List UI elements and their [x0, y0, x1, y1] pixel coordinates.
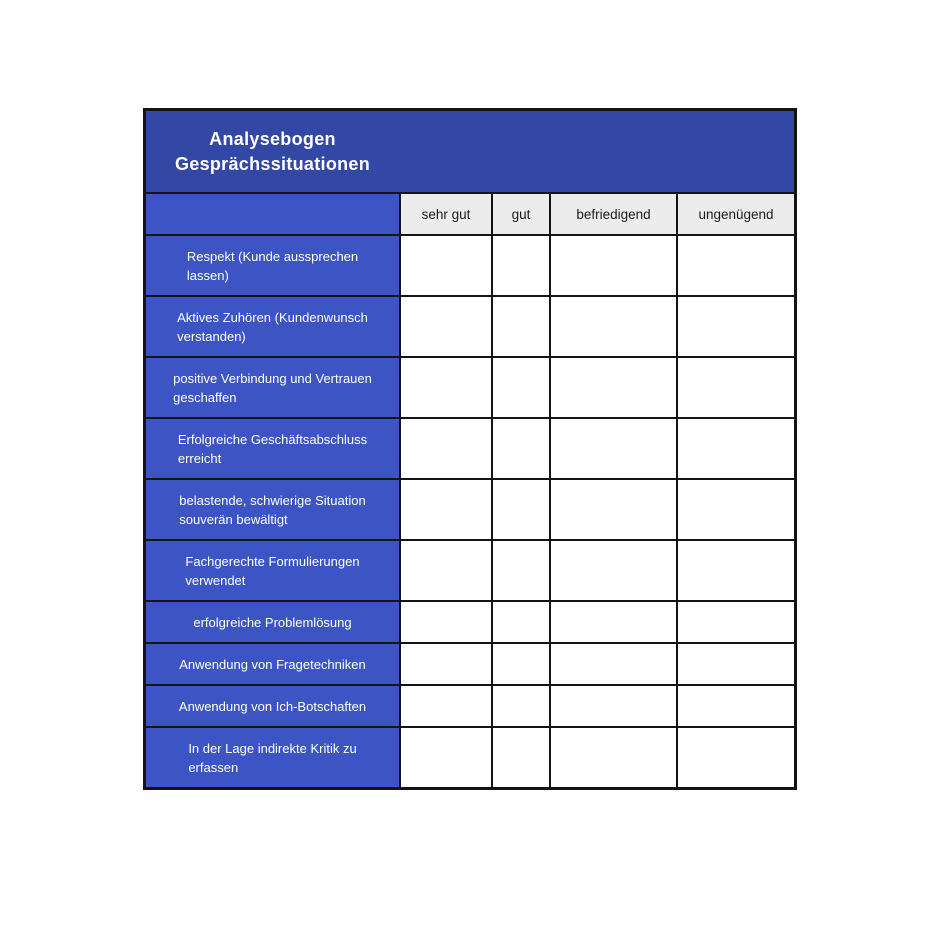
- worksheet-table: [143, 108, 797, 790]
- row-label: [173, 369, 372, 407]
- row-label-cell: [146, 419, 399, 478]
- rating-cell[interactable]: [493, 541, 549, 600]
- column-header-ungenuegend: ungenügend: [678, 194, 794, 234]
- rating-cell[interactable]: [678, 419, 794, 478]
- table-row: [146, 728, 794, 787]
- rating-cell[interactable]: [678, 541, 794, 600]
- rating-cell[interactable]: [551, 644, 676, 684]
- rating-cell[interactable]: [551, 541, 676, 600]
- rating-cell[interactable]: [493, 644, 549, 684]
- rating-cell[interactable]: [551, 419, 676, 478]
- rating-cell[interactable]: [401, 541, 491, 600]
- table-row: [146, 236, 794, 295]
- column-header-gut: gut: [493, 194, 549, 234]
- rating-cell[interactable]: [678, 358, 794, 417]
- row-label-line: souverän bewältigt: [179, 511, 288, 527]
- rating-cell[interactable]: [493, 602, 549, 642]
- row-label-line: Erfolgreiche Geschäftsabschluss: [177, 431, 368, 447]
- row-label-cell: [146, 541, 399, 600]
- row-label-cell: [146, 602, 399, 642]
- rating-cell[interactable]: [678, 686, 794, 726]
- rating-cell[interactable]: [493, 236, 549, 295]
- row-label: [179, 697, 366, 716]
- rating-cell[interactable]: [551, 602, 676, 642]
- row-label: [179, 491, 365, 529]
- rating-cell[interactable]: [493, 419, 549, 478]
- page-title-line-1: Analysebogen: [209, 128, 336, 149]
- row-label-cell: [146, 358, 399, 417]
- table-row: [146, 480, 794, 539]
- rating-cell[interactable]: [678, 728, 794, 787]
- rating-cell[interactable]: [493, 728, 549, 787]
- table-row: [146, 358, 794, 417]
- rating-cell[interactable]: [551, 480, 676, 539]
- rating-cell[interactable]: [401, 480, 491, 539]
- rating-cell[interactable]: [678, 602, 794, 642]
- row-label-line: Anwendung von Fragetechniken: [179, 656, 366, 672]
- table-row: [146, 419, 794, 478]
- rating-cell[interactable]: [401, 419, 491, 478]
- row-label-line: Aktives Zuhören (Kundenwunsch: [177, 309, 368, 325]
- column-header-sehr-gut: sehr gut: [401, 194, 491, 234]
- rating-cell[interactable]: [493, 358, 549, 417]
- row-label: [188, 739, 356, 777]
- row-label: [179, 655, 365, 674]
- rating-cell[interactable]: [493, 297, 549, 356]
- rating-cell[interactable]: [401, 602, 491, 642]
- page-title-line-2: Gesprächssituationen: [174, 153, 371, 174]
- row-label: [178, 430, 367, 468]
- rating-cell[interactable]: [493, 686, 549, 726]
- row-label-cell: [146, 480, 399, 539]
- row-label-line: lassen): [186, 267, 229, 283]
- row-label-cell: [146, 297, 399, 356]
- table-row: [146, 297, 794, 356]
- rating-cell[interactable]: [551, 728, 676, 787]
- row-label-cell: [146, 236, 399, 295]
- row-label-line: belastende, schwierige Situation: [179, 492, 366, 508]
- rating-cell[interactable]: [493, 480, 549, 539]
- rating-cell[interactable]: [401, 728, 491, 787]
- row-label-line: positive Verbindung und Vertrauen: [173, 370, 372, 386]
- row-label-line: geschaffen: [173, 389, 237, 405]
- rating-cell[interactable]: [401, 236, 491, 295]
- page-title: [146, 127, 399, 177]
- table-row: [146, 686, 794, 726]
- row-label-line: erreicht: [177, 450, 222, 466]
- row-label-line: erfassen: [188, 759, 239, 775]
- rating-cell[interactable]: [401, 644, 491, 684]
- rating-cell[interactable]: [678, 236, 794, 295]
- row-label-cell: [146, 644, 399, 684]
- table-row: [146, 541, 794, 600]
- rating-cell[interactable]: [678, 644, 794, 684]
- rating-cell[interactable]: [678, 297, 794, 356]
- row-label: [177, 308, 368, 346]
- column-header-befriedigend: befriedigend: [551, 194, 676, 234]
- row-label-line: Fachgerechte Formulierungen: [185, 553, 360, 569]
- rating-cell[interactable]: [551, 297, 676, 356]
- row-label-cell: [146, 686, 399, 726]
- row-label-line: Respekt (Kunde aussprechen: [186, 248, 359, 264]
- title-band: [146, 111, 794, 192]
- table-row: [146, 644, 794, 684]
- rating-cell[interactable]: [401, 297, 491, 356]
- rating-cell[interactable]: [401, 358, 491, 417]
- row-label-line: Anwendung von Ich-Botschaften: [178, 698, 367, 714]
- row-label: [187, 247, 358, 285]
- row-label-line: erfolgreiche Problemlösung: [193, 614, 352, 630]
- rating-cell[interactable]: [551, 686, 676, 726]
- rating-cell[interactable]: [551, 358, 676, 417]
- table-row: [146, 602, 794, 642]
- row-label-line: verwendet: [185, 572, 246, 588]
- rating-cell[interactable]: [678, 480, 794, 539]
- rating-cell[interactable]: [551, 236, 676, 295]
- rating-cell[interactable]: [401, 686, 491, 726]
- row-label-line: verstanden): [177, 328, 246, 344]
- rating-header-row: [146, 194, 794, 234]
- row-label-line: In der Lage indirekte Kritik zu: [188, 740, 357, 756]
- row-label-cell: [146, 728, 399, 787]
- row-label: [185, 552, 359, 590]
- corner-cell: [146, 194, 399, 234]
- row-label: [193, 613, 351, 632]
